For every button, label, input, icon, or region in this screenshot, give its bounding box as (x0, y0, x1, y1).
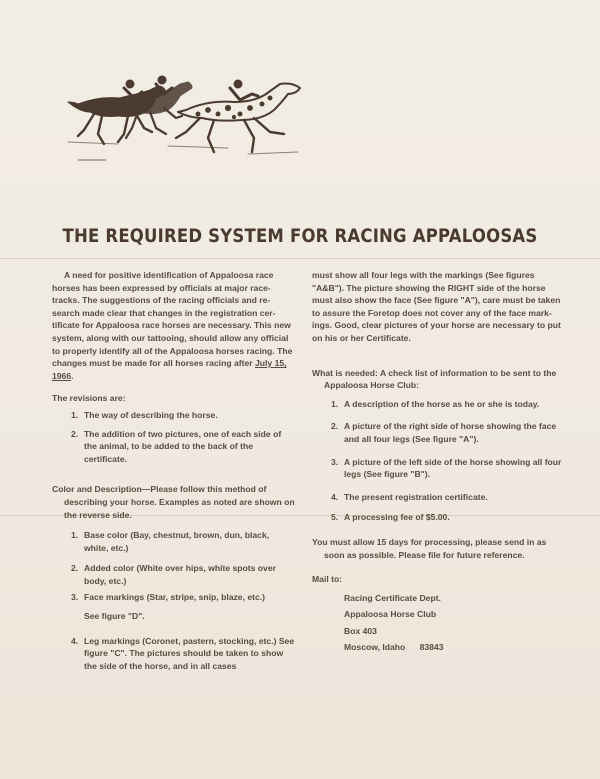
needed-heading: What is needed: A check list of information to be sent to the Appaloosa Horse Club: (312, 367, 557, 391)
mailing-address (312, 592, 562, 654)
list-item: 4. The present registration certificate. (331, 491, 488, 502)
list-item: 5. A processing fee of $5.00. (331, 512, 450, 523)
list-item: 1. The way of describing the horse. (71, 409, 218, 420)
intro-text: A need for positive identification of Appaloosa race horses has been expressed by officials at major race-tracks. The suggestions of the racing officials and re-search made clear that changes in the registration cer-tificate for Appaloosa race horses are necessary. This new system, along with our tattooing, should allow any official to properly identify all of the Appaloosa horses racing. The changes must be made for all horses racing after (52, 270, 293, 369)
list-item: 2. Added color (White over hips, white spots over body, etc.) (71, 563, 276, 586)
racing-horses-illustration (58, 72, 308, 164)
list-item: 2. The addition of two pictures, one of each side of the animal, to be added to the back of the certificate. (71, 428, 282, 464)
address-line: Racing Certificate Dept. (344, 592, 441, 603)
continuation-paragraph: must show all four legs with the markings (See figures "A&B"). The picture showing the RIGHT side of the horse must also show the face (See figure "A"), care must be taken to assure the Foretop does not cover any of the face mark-ings. Good, clear pictures of your horse are necessary to put on his or her Certificate. (312, 270, 561, 343)
list-item: 2. A picture of the right side of horse showing the face and all four legs (See figure "A"). (331, 421, 557, 444)
left-column (52, 269, 295, 672)
list-item: 1. A description of the horse as he or she is today. (331, 398, 540, 409)
checklist (312, 398, 562, 524)
markings-list (52, 529, 295, 672)
address-line: Moscow, Idaho 83843 (344, 642, 444, 653)
color-description-paragraph: Color and Description—Please follow this method of describing your horse. Examples as noted are shown on the reverse side. (52, 484, 295, 520)
right-column (312, 269, 562, 654)
list-item: 1. Base color (Bay, chestnut, brown, dun, black, white, etc.) (71, 530, 270, 553)
revisions-heading: The revisions are: (52, 393, 126, 404)
mail-heading: Mail to: (312, 574, 343, 585)
fold-line-top (0, 258, 600, 259)
address-line: Box 403 (344, 625, 377, 636)
page-title: THE REQUIRED SYSTEM FOR RACING APPALOOSAS (62, 224, 538, 247)
address-line: Appaloosa Horse Club (344, 609, 437, 620)
processing-note: You must allow 15 days for processing, please send in as soon as possible. Please file for future reference. (312, 536, 547, 560)
list-item: 3. A picture of the left side of the horse showing all four legs (See figure "B"). (331, 456, 562, 480)
effective-date: July 15, 1966 (52, 358, 287, 381)
intro-paragraph (52, 269, 295, 382)
intro-end: . (71, 370, 74, 381)
list-item: 4. Leg markings (Coronet, pastern, stocking, etc.) See figure "C". The pictures should be taken to show the side of the horse, and in all cases (71, 635, 295, 671)
list-item: 3. Face markings (Star, stripe, snip, blaze, etc.) See figure "D". (71, 592, 266, 622)
revisions-list (52, 409, 295, 465)
